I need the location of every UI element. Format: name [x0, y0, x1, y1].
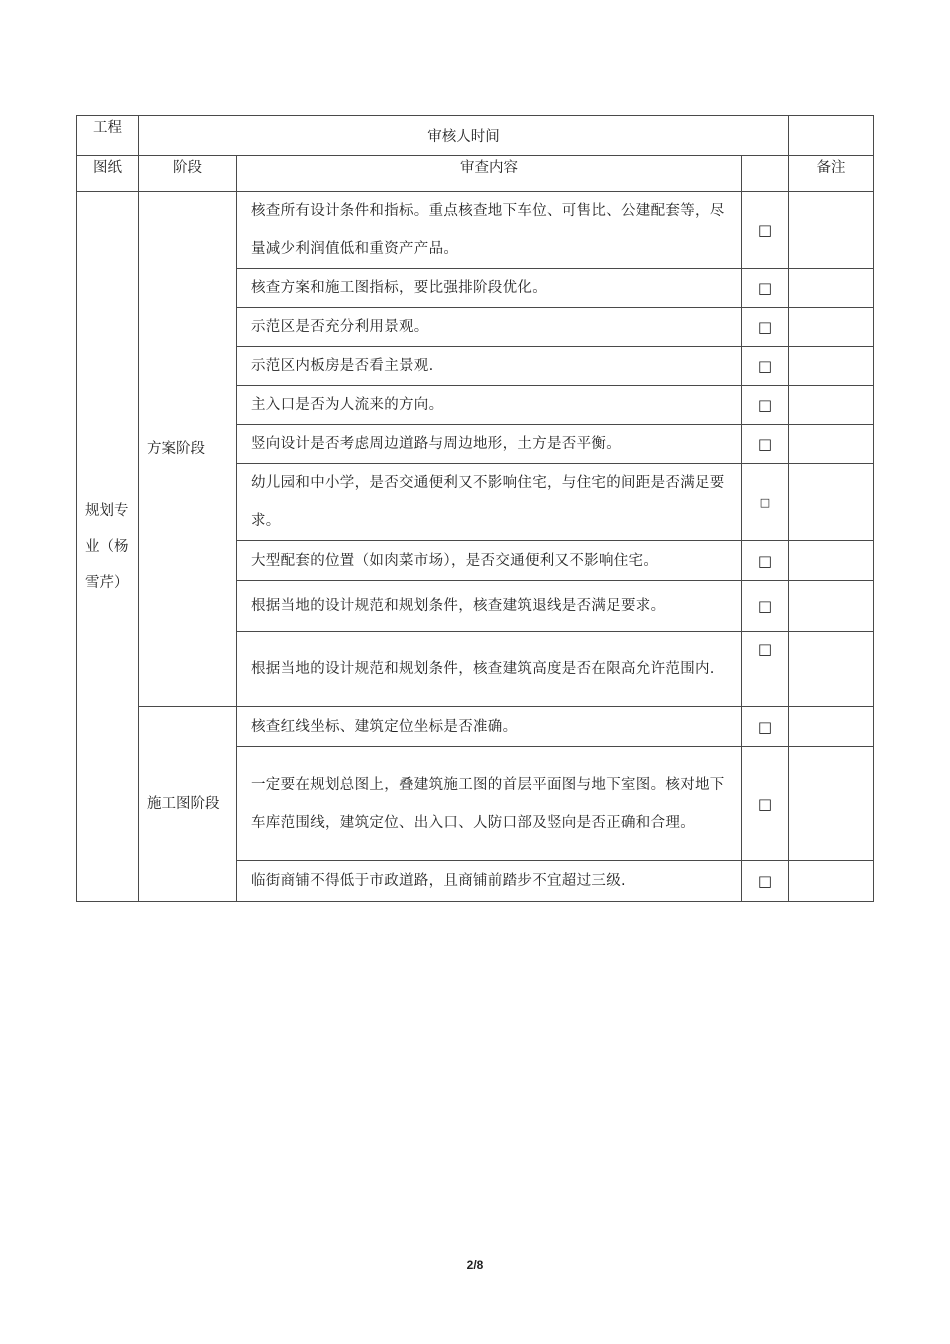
check-item: 根据当地的设计规范和规划条件，核查建筑退线是否满足要求。: [237, 581, 742, 632]
check-item: 示范区是否充分利用景观。: [237, 308, 742, 347]
remark-cell[interactable]: [789, 632, 874, 707]
remark-cell[interactable]: [789, 386, 874, 425]
project-label-cell: [77, 116, 139, 156]
table-row: [77, 192, 874, 269]
remark-cell[interactable]: [789, 541, 874, 581]
reviewer-time-label: 审核人时间: [427, 129, 500, 145]
checkbox[interactable]: □: [742, 581, 789, 632]
page-number: 2/8: [466, 1258, 484, 1272]
discipline-label: 规划专业（杨雪芹）: [85, 502, 129, 591]
checkbox[interactable]: □: [742, 386, 789, 425]
checkbox[interactable]: □: [742, 347, 789, 386]
drawing-label: 图纸: [93, 160, 122, 176]
remark-label: 备注: [816, 160, 846, 176]
checkbox[interactable]: □: [742, 464, 789, 541]
reviewer-time-value-cell: [789, 116, 874, 156]
remark-label-cell: [789, 156, 874, 192]
remark-cell[interactable]: [789, 308, 874, 347]
stage-label-cell: [139, 156, 237, 192]
header-row-project: [77, 116, 874, 156]
checkbox[interactable]: □: [742, 632, 789, 707]
remark-cell[interactable]: [789, 269, 874, 308]
stage-label: 阶段: [173, 160, 202, 176]
remark-cell[interactable]: [789, 747, 874, 861]
checkbox[interactable]: □: [742, 192, 789, 269]
checkbox[interactable]: □: [742, 861, 789, 902]
project-label: 工程: [93, 120, 122, 136]
check-item: 示范区内板房是否看主景观.: [237, 347, 742, 386]
header-row-columns: [77, 156, 874, 192]
construction-stage-label: 施工图阶段: [147, 796, 220, 812]
check-item: 核查红线坐标、建筑定位坐标是否准确。: [237, 707, 742, 747]
remark-cell[interactable]: [789, 347, 874, 386]
content-label-cell: [237, 156, 742, 192]
review-checklist-table: [76, 115, 874, 902]
check-item: 竖向设计是否考虑周边道路与周边地形，土方是否平衡。: [237, 425, 742, 464]
remark-cell[interactable]: [789, 464, 874, 541]
check-item: 主入口是否为人流来的方向。: [237, 386, 742, 425]
check-item: 幼儿园和中小学，是否交通便利又不影响住宅，与住宅的间距是否满足要求。: [237, 464, 742, 541]
table-row: [77, 707, 874, 747]
remark-cell[interactable]: [789, 861, 874, 902]
check-item: 根据当地的设计规范和规划条件，核查建筑高度是否在限高允许范围内.: [237, 632, 742, 707]
checkbox[interactable]: □: [742, 269, 789, 308]
remark-cell[interactable]: [789, 707, 874, 747]
checkbox[interactable]: □: [742, 707, 789, 747]
construction-stage-cell: [139, 707, 237, 902]
remark-cell[interactable]: [789, 425, 874, 464]
reviewer-time-cell: [139, 116, 789, 156]
check-item: 临街商铺不得低于市政道路，且商铺前踏步不宜超过三级.: [237, 861, 742, 902]
drawing-label-cell: [77, 156, 139, 192]
checkbox[interactable]: □: [742, 308, 789, 347]
scheme-stage-label: 方案阶段: [147, 441, 205, 457]
remark-cell[interactable]: [789, 192, 874, 269]
checkbox[interactable]: □: [742, 747, 789, 861]
checkbox[interactable]: □: [742, 425, 789, 464]
check-item: 大型配套的位置（如肉菜市场），是否交通便利又不影响住宅。: [237, 541, 742, 581]
check-item: 核查方案和施工图指标，要比强排阶段优化。: [237, 269, 742, 308]
remark-cell[interactable]: [789, 581, 874, 632]
discipline-cell: [77, 192, 139, 902]
check-header-cell: [742, 156, 789, 192]
check-item: 核查所有设计条件和指标。重点核查地下车位、可售比、公建配套等，尽量减少利润值低和重资产产品。: [237, 192, 742, 269]
scheme-stage-cell: [139, 192, 237, 707]
check-item: 一定要在规划总图上，叠建筑施工图的首层平面图与地下室图。核对地下车库范围线，建筑定位、出入口、人防口部及竖向是否正确和合理。: [237, 747, 742, 861]
content-label: 审查内容: [460, 160, 518, 176]
checkbox[interactable]: □: [742, 541, 789, 581]
